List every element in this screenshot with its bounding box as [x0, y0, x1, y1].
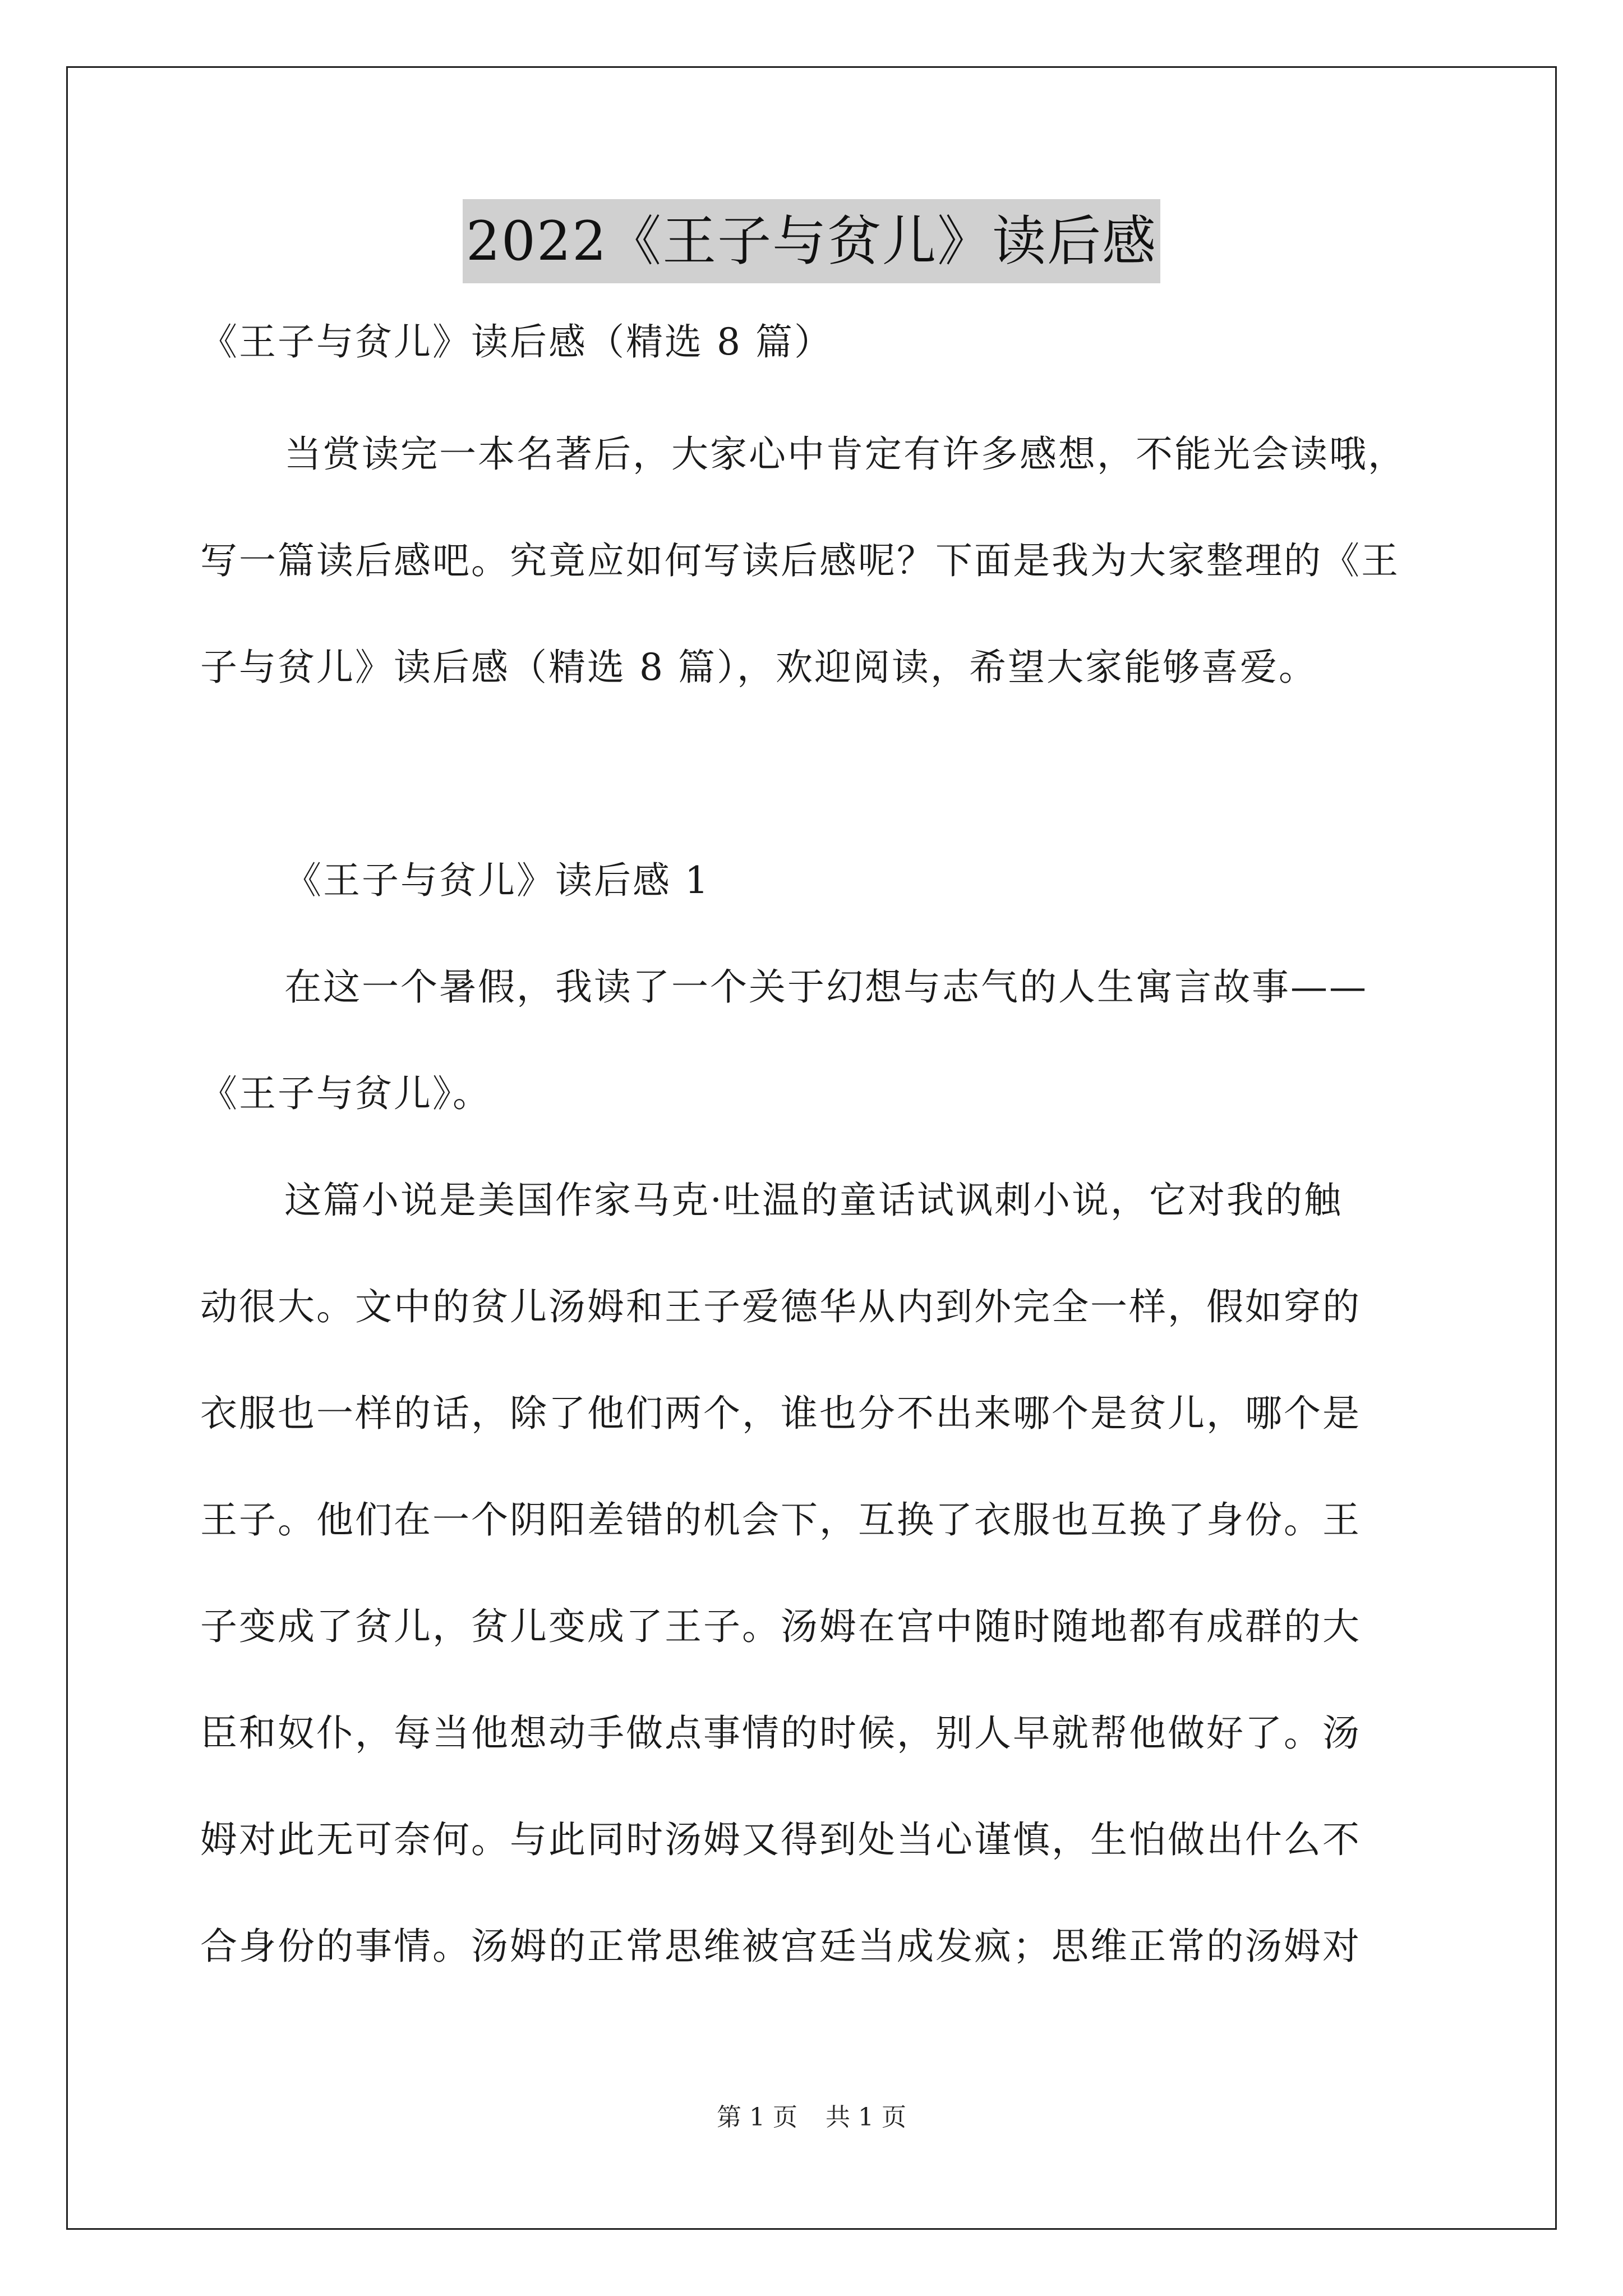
document-subtitle: 《王子与贫儿》读后感（精选 8 篇） [200, 320, 833, 364]
intro-line: 子与贫儿》读后感（精选 8 篇），欢迎阅读，希望大家能够喜爱。 [200, 646, 1317, 689]
paragraph-line: 动很大。文中的贫儿汤姆和王子爱德华从内到外完全一样，假如穿的 [200, 1285, 1361, 1328]
page-border [66, 66, 1557, 2230]
paragraph-line: 子变成了贫儿，贫儿变成了王子。汤姆在宫中随时随地都有成群的大 [200, 1605, 1361, 1648]
intro-line: 写一篇读后感吧。究竟应如何写读后感呢？下面是我为大家整理的《王 [200, 539, 1400, 582]
paragraph-line: 合身份的事情。汤姆的正常思维被宫廷当成发疯；思维正常的汤姆对 [200, 1925, 1361, 1968]
page-footer [0, 2101, 1623, 2134]
paragraph-line: 《王子与贫儿》。 [200, 1072, 491, 1115]
document-title: 2022《王子与贫儿》读后感 [463, 199, 1160, 283]
title-container [0, 199, 1623, 283]
paragraph-line: 姆对此无可奈何。与此同时汤姆又得到处当心谨慎，生怕做出什么不 [200, 1818, 1361, 1861]
paragraph-line: 衣服也一样的话，除了他们两个，谁也分不出来哪个是贫儿，哪个是 [200, 1392, 1361, 1435]
paragraph-line: 这篇小说是美国作家马克·吐温的童话试讽刺小说，它对我的触 [284, 1179, 1343, 1222]
page-number: 第 1 页 [717, 2103, 797, 2132]
paragraph-line: 臣和奴仆，每当他想动手做点事情的时候，别人早就帮他做好了。汤 [200, 1711, 1361, 1755]
paragraph-line: 在这一个暑假，我读了一个关于幻想与志气的人生寓言故事—— [284, 965, 1368, 1009]
page-total: 共 1 页 [826, 2103, 906, 2132]
intro-line: 当赏读完一本名著后，大家心中肯定有许多感想，不能光会读哦， [284, 432, 1407, 476]
section-heading: 《王子与贫儿》读后感 1 [284, 859, 710, 902]
paragraph-line: 王子。他们在一个阴阳差错的机会下，互换了衣服也互换了身份。王 [200, 1498, 1361, 1542]
